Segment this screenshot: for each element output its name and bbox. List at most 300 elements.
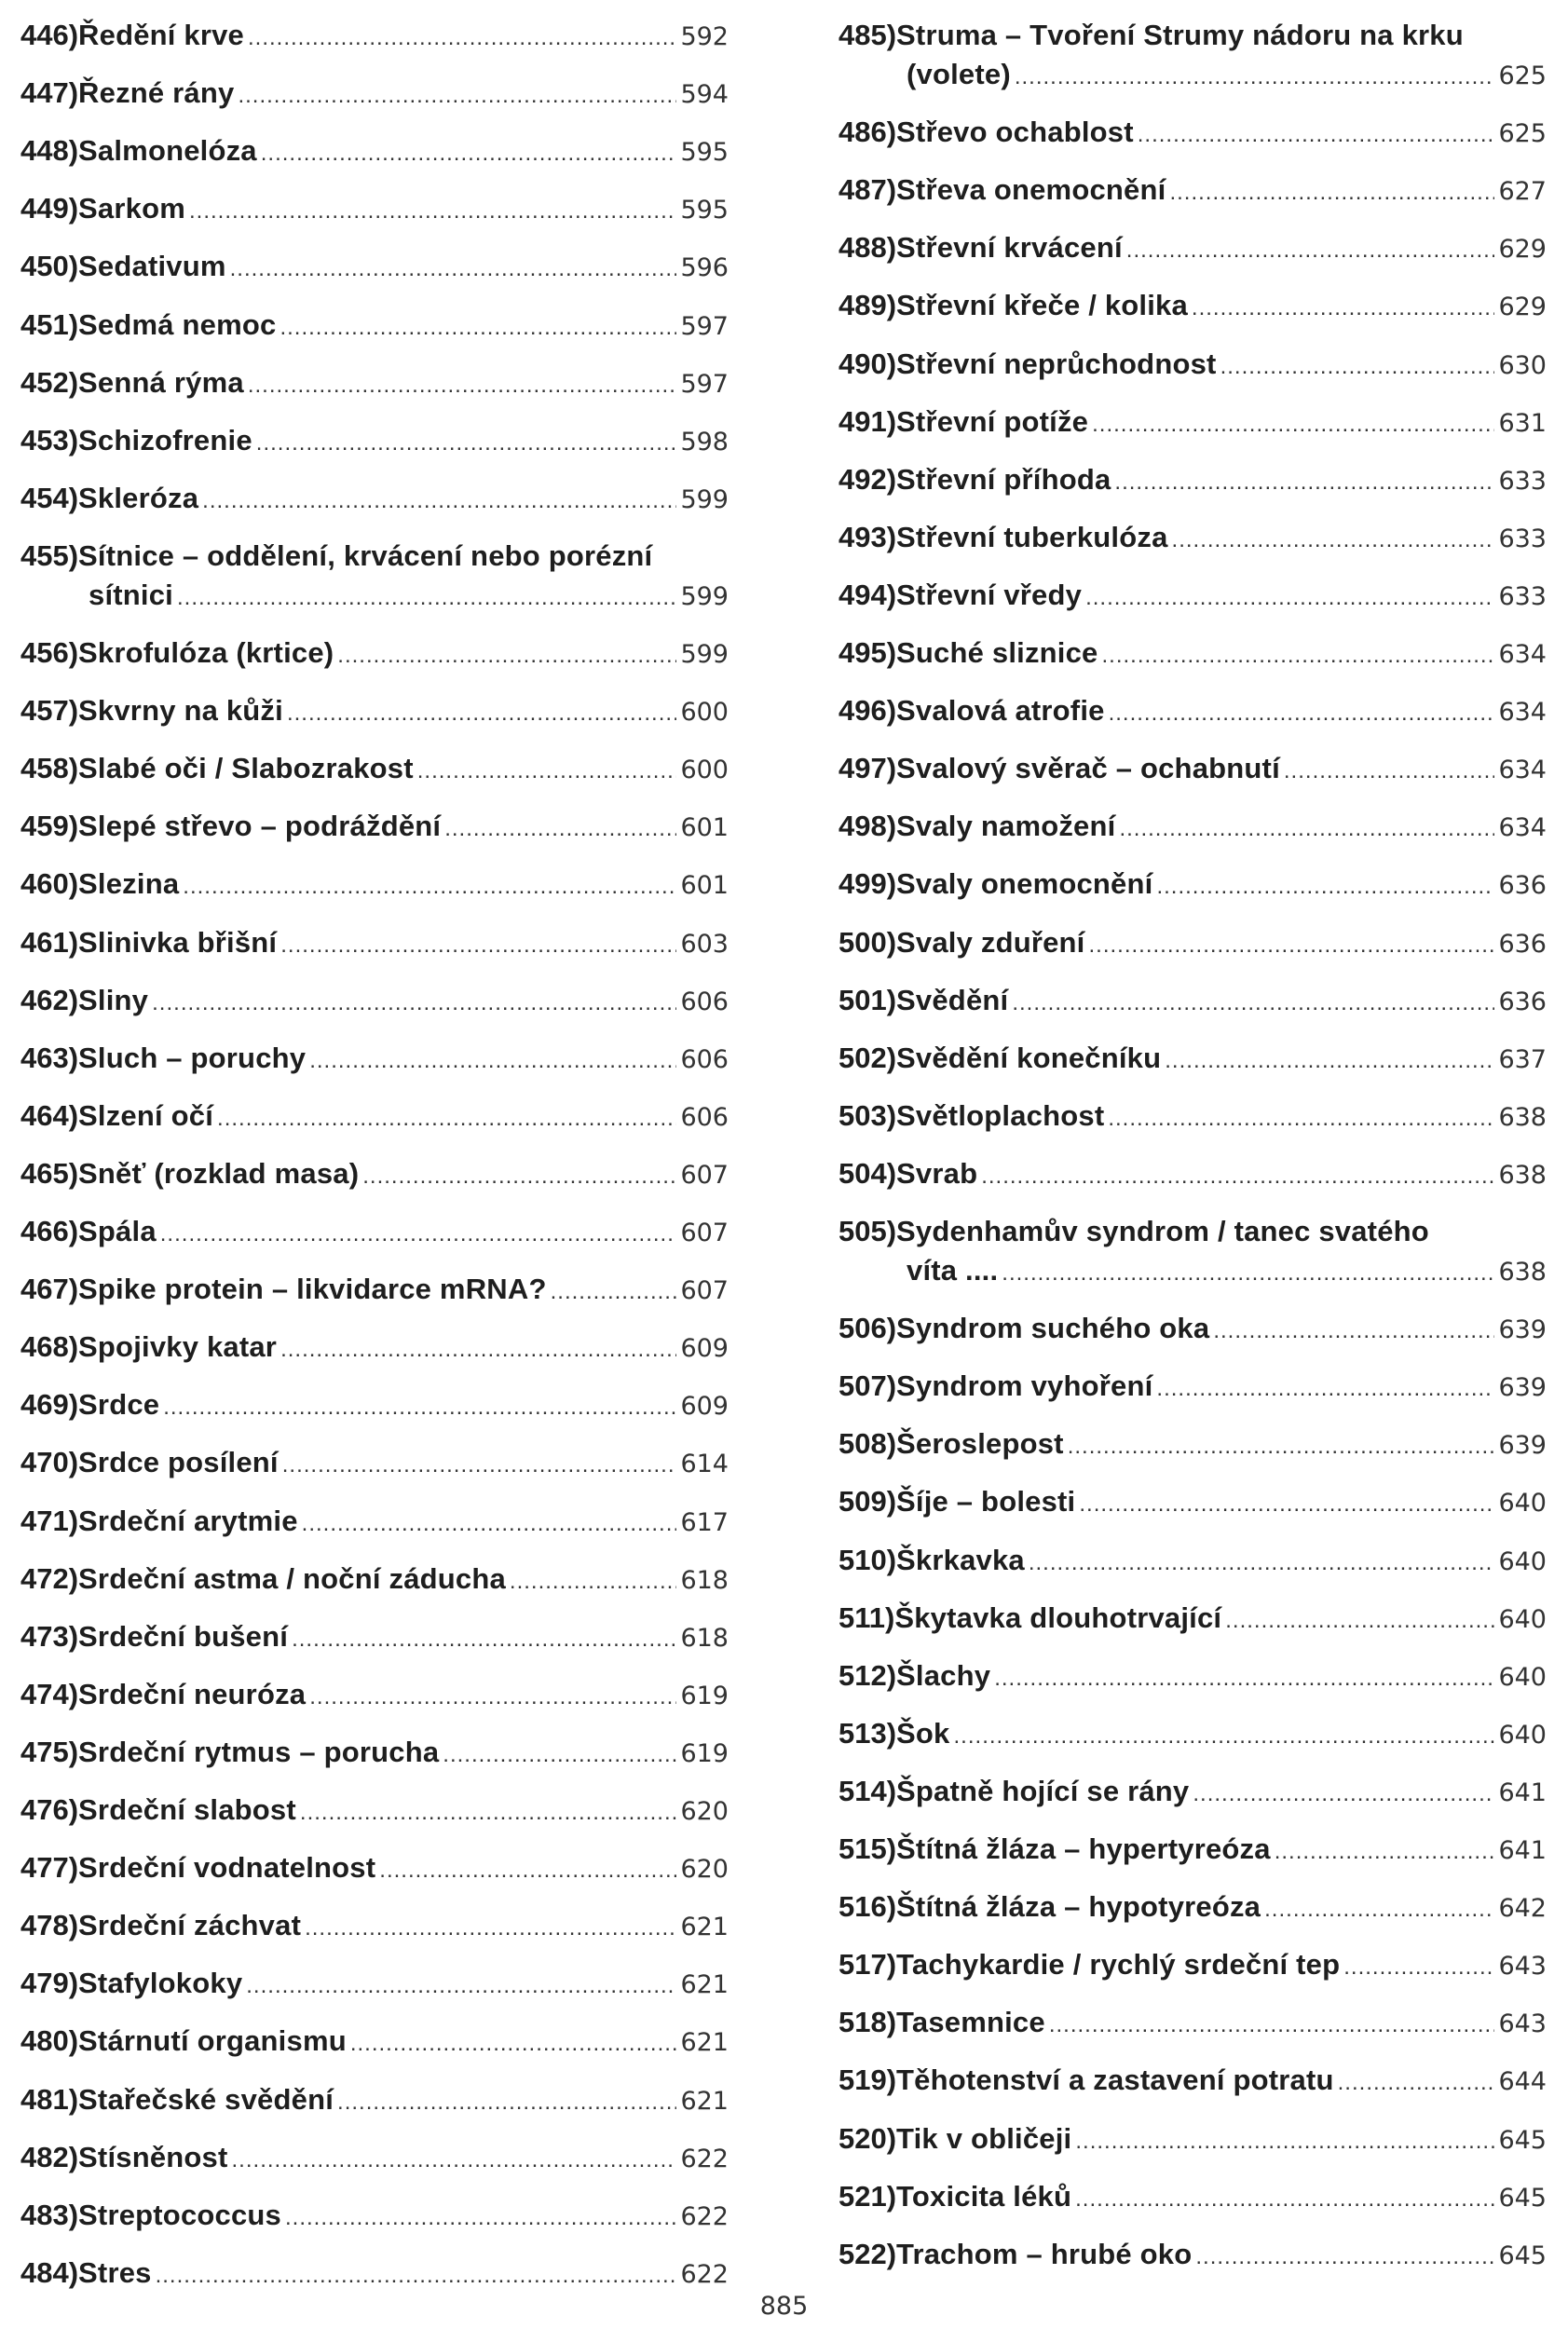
toc-entry [839, 1656, 1547, 1698]
entry-page-number: 634 [1498, 813, 1547, 843]
leader-dots [1138, 116, 1495, 155]
toc-entry [839, 576, 1547, 618]
toc-entry [20, 363, 729, 405]
leader-dots [379, 1851, 676, 1890]
entry-page-number: 606 [680, 1044, 729, 1074]
leader-dots [248, 366, 677, 405]
entry-page-number: 621 [680, 1970, 729, 2000]
entry-title: Skleróza [78, 481, 199, 514]
entry-page-number: 597 [680, 369, 729, 399]
toc-entry-line [839, 1482, 1547, 1524]
toc-entry [20, 16, 729, 58]
entry-title: Senná rýma [78, 365, 244, 399]
leader-dots [302, 1505, 677, 1544]
toc-entry-line [20, 576, 729, 618]
toc-entry-line [20, 981, 729, 1023]
entry-page-number: 621 [680, 2028, 729, 2058]
entry-title: Spike protein – likvidarce mRNA? [78, 1273, 547, 1306]
entry-number: 512) [839, 1658, 897, 1692]
toc-entry-line [839, 113, 1547, 155]
toc-entry [20, 865, 729, 906]
toc-entry [20, 421, 729, 463]
toc-entry [839, 633, 1547, 675]
entry-number: 489) [839, 289, 897, 322]
entry-title: Tachykardie / rychlý srdeční tep [896, 1948, 1341, 1982]
toc-entry [20, 479, 729, 521]
toc-entry-line [839, 923, 1547, 965]
leader-dots [1284, 752, 1495, 791]
entry-page-number: 599 [680, 484, 729, 514]
leader-dots [350, 2024, 677, 2063]
toc-entry [839, 228, 1547, 270]
leader-dots [954, 1717, 1495, 1756]
entry-number: 484) [20, 2255, 79, 2289]
entry-number: 450) [20, 250, 79, 283]
entry-number: 468) [20, 1330, 79, 1364]
entry-page-number: 622 [680, 2259, 729, 2289]
toc-entry-line [20, 865, 729, 906]
leader-dots [1002, 1254, 1494, 1293]
toc-entry-line [839, 691, 1547, 733]
entry-title: Svaly zduření [896, 925, 1085, 959]
entry-title: Škytavka dlouhotrvající [894, 1600, 1222, 1634]
entry-page-number: 638 [1498, 1102, 1547, 1132]
entry-title: Srdce posílení [78, 1446, 279, 1479]
leader-dots [417, 752, 677, 791]
toc-entry-line [20, 1559, 729, 1601]
toc-entry [20, 1733, 729, 1775]
entry-page-number: 606 [680, 1102, 729, 1132]
toc-entry-line [20, 1964, 729, 2006]
toc-entry-line [20, 1385, 729, 1427]
toc-entry-line [839, 1656, 1547, 1698]
toc-entry-line [20, 749, 729, 791]
leader-dots [1195, 2238, 1494, 2277]
entry-number: 479) [20, 1967, 79, 2000]
toc-entry [839, 1367, 1547, 1409]
toc-entry-line [20, 923, 729, 965]
entry-number: 522) [839, 2237, 897, 2270]
entry-number: 518) [839, 2006, 897, 2039]
entry-number: 456) [20, 636, 79, 669]
leader-dots [287, 694, 677, 733]
leader-dots [1109, 694, 1495, 733]
leader-dots [285, 2199, 676, 2238]
entry-page-number: 599 [680, 640, 729, 669]
entry-title: Slzení očí [78, 1098, 214, 1132]
entry-page-number: 627 [1498, 177, 1547, 207]
entry-title: Střevní křeče / kolika [896, 289, 1188, 322]
entry-title: Štítná žláza – hypertyreóza [896, 1832, 1271, 1865]
entry-number: 465) [20, 1156, 79, 1190]
toc-entry-line [839, 1541, 1547, 1583]
leader-dots [443, 1736, 676, 1775]
toc-entry-line [20, 633, 729, 675]
toc-entry [839, 1772, 1547, 1814]
leader-dots [994, 1659, 1494, 1698]
leader-dots [337, 2083, 676, 2122]
toc-entry-line [839, 807, 1547, 849]
entry-number: 458) [20, 752, 79, 785]
entry-title: Sliny [78, 983, 149, 1016]
entry-title: Sedmá nemoc [78, 307, 277, 341]
entry-title: Syndrom suchého oka [896, 1312, 1210, 1345]
toc-entry-line [839, 1772, 1547, 1814]
toc-entry [839, 1309, 1547, 1351]
toc-entry-line [20, 2022, 729, 2063]
toc-entry [839, 1096, 1547, 1138]
entry-title-continued: víta .... [907, 1254, 999, 1287]
toc-entry-line [839, 1251, 1547, 1293]
entry-page-number: 640 [1498, 1720, 1547, 1750]
entry-title: Šíje – bolesti [896, 1485, 1076, 1519]
entry-title-continued: sítnici [89, 578, 173, 611]
entry-title: Sarkom [78, 192, 185, 225]
entry-page-number: 597 [680, 311, 729, 341]
entry-number: 519) [839, 2063, 897, 2097]
entry-number: 452) [20, 365, 79, 399]
entry-number: 461) [20, 925, 79, 959]
toc-entry [20, 2138, 729, 2180]
entry-title: Skrofulóza (krtice) [78, 636, 334, 669]
entry-number: 454) [20, 481, 79, 514]
entry-number: 464) [20, 1098, 79, 1132]
toc-entry [839, 1599, 1547, 1641]
toc-entry [20, 633, 729, 675]
entry-number: 447) [20, 76, 79, 110]
entry-page-number: 606 [680, 987, 729, 1016]
toc-entry [839, 923, 1547, 965]
leader-dots [1220, 347, 1495, 387]
entry-title: Šok [896, 1716, 950, 1750]
toc-entry [20, 1096, 729, 1138]
toc-entry [839, 1541, 1547, 1583]
toc-entry-line [20, 421, 729, 463]
leader-dots [309, 1678, 676, 1717]
entry-number: 491) [839, 404, 897, 438]
entry-number: 490) [839, 347, 897, 380]
toc-entry [20, 749, 729, 791]
entry-number: 481) [20, 2082, 79, 2116]
leader-dots [981, 1157, 1494, 1196]
entry-title: Spála [78, 1215, 157, 1247]
toc-entry-line [20, 1617, 729, 1659]
entry-title: Střevní příhoda [896, 462, 1111, 496]
toc-entry [839, 1212, 1547, 1293]
entry-page-number: 639 [1498, 1315, 1547, 1345]
toc-entry [839, 1039, 1547, 1081]
leader-dots [1156, 867, 1494, 906]
entry-number: 521) [839, 2179, 897, 2213]
entry-title: Skvrny na kůži [78, 694, 283, 728]
entry-page-number: 599 [680, 581, 729, 611]
entry-title: Srdeční bušení [78, 1619, 289, 1653]
entry-number: 466) [20, 1215, 79, 1247]
entry-page-number: 622 [680, 2201, 729, 2231]
entry-title: Svědění konečníku [896, 1041, 1162, 1074]
entry-title-continued: (volete) [907, 58, 1011, 90]
toc-entry [839, 345, 1547, 387]
toc-entry [839, 1830, 1547, 1872]
entry-page-number: 603 [680, 929, 729, 959]
leader-dots [280, 926, 676, 965]
entry-number: 510) [839, 1543, 897, 1576]
leader-dots [280, 308, 676, 347]
leader-dots [510, 1562, 677, 1601]
entry-number: 473) [20, 1619, 79, 1653]
leader-dots [248, 19, 676, 58]
toc-entry-line [839, 1154, 1547, 1196]
leader-dots [292, 1620, 676, 1659]
entry-title: Salmonelóza [78, 134, 257, 168]
toc-entry-line [20, 16, 729, 58]
leader-dots [246, 1967, 676, 2006]
leader-dots [282, 1446, 677, 1485]
entry-title: Špatně hojící se rány [896, 1774, 1190, 1807]
toc-entry-line [20, 1733, 729, 1775]
entry-title: Srdeční neuróza [78, 1677, 307, 1710]
entry-page-number: 592 [680, 22, 729, 51]
toc-entry-line [839, 1367, 1547, 1409]
leader-dots [305, 1909, 676, 1948]
entry-title: Tasemnice [896, 2006, 1045, 2039]
toc-entry [839, 2061, 1547, 2103]
toc-entry-line [20, 247, 729, 289]
toc-entry [20, 807, 729, 849]
toc-entry [20, 1502, 729, 1544]
entry-number: 478) [20, 1909, 79, 1942]
entry-page-number: 634 [1498, 640, 1547, 669]
toc-entry [20, 537, 729, 618]
toc-entry [839, 1424, 1547, 1466]
toc-entry [839, 1154, 1547, 1196]
toc-entry-line [20, 1212, 729, 1254]
entry-title: Ředění krve [78, 19, 244, 51]
entry-title: Světloplachost [896, 1098, 1105, 1132]
entry-title: Stařečské svědění [78, 2082, 334, 2116]
entry-title: Střevní neprůchodnost [896, 347, 1217, 380]
toc-entry [839, 981, 1547, 1023]
leader-dots [256, 424, 677, 463]
toc-entry-line [839, 2177, 1547, 2219]
leader-dots [1012, 984, 1494, 1023]
entry-page-number: 622 [680, 2144, 729, 2173]
entry-page-number: 634 [1498, 756, 1547, 785]
entry-page-number: 636 [1498, 929, 1547, 959]
leader-dots [280, 1330, 676, 1369]
toc-entry [839, 113, 1547, 155]
entry-page-number: 617 [680, 1507, 729, 1537]
entry-page-number: 630 [1498, 350, 1547, 380]
leader-dots [160, 1215, 677, 1254]
toc-entry-line [20, 74, 729, 116]
entry-number: 472) [20, 1561, 79, 1595]
entry-page-number: 600 [680, 756, 729, 785]
entry-title: Střevní vředy [896, 578, 1083, 611]
entry-title: Spojivky katar [78, 1330, 278, 1364]
leader-dots [1089, 926, 1495, 965]
toc-entry-line [20, 1502, 729, 1544]
toc-entry-line [20, 1848, 729, 1890]
entry-title: Střevní potíže [896, 404, 1089, 438]
toc-entry [20, 2254, 729, 2295]
entry-page-number: 640 [1498, 1604, 1547, 1634]
entry-title: Těhotenství a zastavení potratu [896, 2063, 1334, 2097]
toc-entry [20, 1848, 729, 1890]
leader-dots [1015, 58, 1495, 97]
entry-title: Svalová atrofie [896, 694, 1105, 728]
entry-page-number: 625 [1498, 119, 1547, 149]
toc-entry-line [839, 1039, 1547, 1081]
entry-number: 520) [839, 2121, 897, 2155]
leader-dots [309, 1042, 676, 1081]
entry-number: 463) [20, 1041, 79, 1074]
toc-entry [20, 1964, 729, 2006]
toc-entry-line [20, 1791, 729, 1832]
entry-page-number: 601 [680, 813, 729, 843]
entry-page-number: 594 [680, 80, 729, 110]
toc-entry [20, 1154, 729, 1196]
entry-page-number: 631 [1498, 408, 1547, 438]
toc-entry-line [20, 363, 729, 405]
toc-entry-line [839, 2003, 1547, 2045]
toc-entry-line [20, 479, 729, 521]
entry-page-number: 633 [1498, 524, 1547, 553]
leader-dots [217, 1099, 676, 1138]
toc-entry-line [20, 1270, 729, 1312]
entry-title: Toxicita léků [896, 2179, 1072, 2213]
entry-page-number: 621 [680, 1913, 729, 1942]
entry-page-number: 607 [680, 1276, 729, 1306]
entry-page-number: 633 [1498, 466, 1547, 496]
toc-entry-line [20, 189, 729, 231]
toc-entry [20, 2196, 729, 2238]
leader-dots [1343, 1948, 1494, 1987]
toc-entry [839, 2119, 1547, 2161]
entry-number: 485) [839, 19, 897, 51]
toc-entry-line [839, 170, 1547, 212]
entry-number: 508) [839, 1427, 897, 1461]
entry-page-number: 638 [1498, 1258, 1547, 1287]
toc-entry-line [20, 537, 729, 576]
toc-entry-line [20, 1096, 729, 1138]
toc-entry-line [20, 2138, 729, 2180]
entry-title: Sítnice – oddělení, krvácení nebo porézní [78, 538, 653, 572]
leader-dots [337, 636, 676, 675]
leader-dots [163, 1388, 676, 1427]
entry-page-number: 637 [1498, 1044, 1547, 1074]
entry-number: 487) [839, 173, 897, 207]
toc-entry-line [20, 306, 729, 347]
entry-page-number: 620 [680, 1855, 729, 1885]
toc-entry-line [839, 1309, 1547, 1351]
toc-entry-line [839, 460, 1547, 502]
entry-title: Syndrom vyhoření [896, 1369, 1153, 1403]
entry-page-number: 598 [680, 427, 729, 456]
toc-entry [839, 518, 1547, 560]
leader-dots [156, 2256, 677, 2295]
toc-entry-line [839, 1945, 1547, 1987]
leader-dots [230, 250, 677, 289]
toc-entry [20, 1270, 729, 1312]
toc-entry [839, 402, 1547, 444]
leader-dots [1126, 231, 1495, 270]
entry-title: Střeva onemocnění [896, 173, 1166, 207]
entry-number: 486) [839, 116, 897, 149]
toc-entry [839, 807, 1547, 849]
leader-dots [1156, 1369, 1494, 1409]
entry-title: Sedativum [78, 250, 226, 283]
entry-title: Schizofrenie [78, 423, 252, 456]
toc-entry-line [20, 1154, 729, 1196]
entry-title: Šeroslepost [896, 1427, 1064, 1461]
toc-entry [839, 170, 1547, 212]
leader-dots [1169, 173, 1494, 212]
leader-dots [1193, 1775, 1494, 1814]
toc-entry-line [20, 2196, 729, 2238]
entry-title: Střevo ochablost [896, 116, 1134, 149]
entry-number: 483) [20, 2198, 79, 2231]
entry-page-number: 645 [1498, 2183, 1547, 2213]
entry-number: 474) [20, 1677, 79, 1710]
entry-page-number: 639 [1498, 1431, 1547, 1461]
leader-dots [551, 1273, 677, 1312]
leader-dots [1114, 463, 1494, 502]
entry-number: 505) [839, 1215, 897, 1247]
entry-number: 498) [839, 810, 897, 843]
entry-page-number: 619 [680, 1738, 729, 1768]
entry-title: Štítná žláza – hypotyreóza [896, 1890, 1261, 1924]
toc-entry [20, 981, 729, 1023]
entry-number: 488) [839, 231, 897, 265]
entry-number: 446) [20, 19, 79, 51]
toc-entry [20, 1443, 729, 1485]
entry-number: 480) [20, 2024, 79, 2058]
entry-title: Svrab [896, 1156, 978, 1190]
entry-number: 476) [20, 1793, 79, 1826]
leader-dots [1108, 1099, 1494, 1138]
entry-number: 471) [20, 1504, 79, 1537]
entry-page-number: 600 [680, 698, 729, 728]
toc-entry [20, 923, 729, 965]
toc-entry-line [839, 633, 1547, 675]
toc-entry-line [839, 1599, 1547, 1641]
entry-title: Slezina [78, 867, 180, 901]
entry-page-number: 595 [680, 196, 729, 225]
toc-entry [20, 1039, 729, 1081]
entry-number: 462) [20, 983, 79, 1016]
toc-entry [20, 74, 729, 116]
entry-number: 448) [20, 134, 79, 168]
entry-title: Stres [78, 2255, 152, 2289]
toc-entry-line [839, 402, 1547, 444]
entry-number: 470) [20, 1446, 79, 1479]
entry-page-number: 641 [1498, 1836, 1547, 1865]
leader-dots [232, 2141, 677, 2180]
leader-dots [1225, 1601, 1494, 1641]
toc-entry-line [20, 1443, 729, 1485]
toc-entry [839, 1945, 1547, 1987]
toc-entry-line [839, 1714, 1547, 1756]
entry-page-number: 629 [1498, 293, 1547, 322]
entry-page-number: 596 [680, 253, 729, 283]
toc-entry-line [20, 2080, 729, 2122]
toc-entry-line [839, 1424, 1547, 1466]
entry-number: 515) [839, 1832, 897, 1865]
entry-page-number: 618 [680, 1565, 729, 1595]
toc-entry-line [839, 16, 1547, 55]
entry-page-number: 595 [680, 138, 729, 168]
